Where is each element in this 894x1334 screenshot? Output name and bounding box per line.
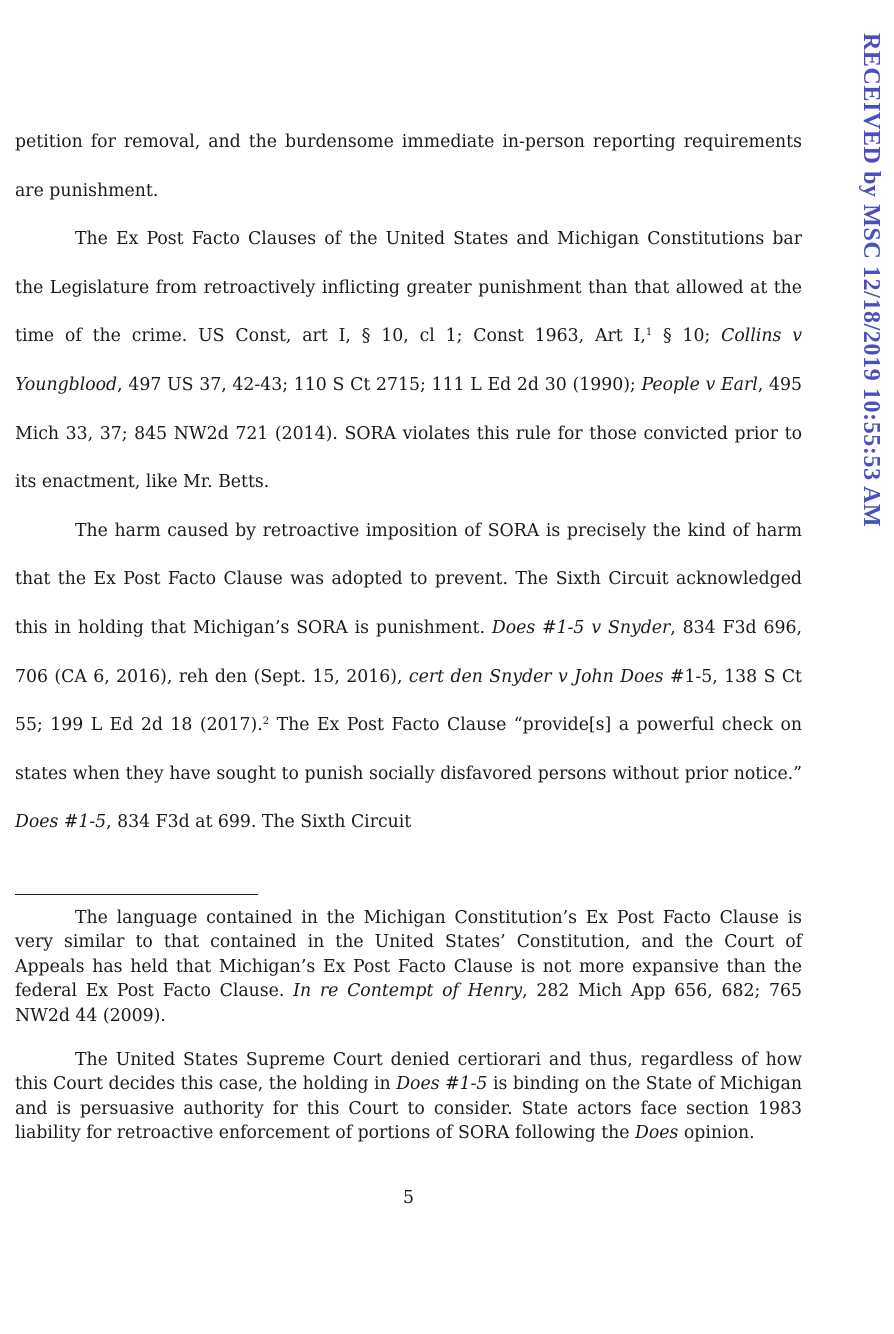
- body-text: [15, 118, 802, 847]
- page-number: 5: [403, 1188, 414, 1208]
- case-citation: Does #1-5: [15, 812, 107, 833]
- text-run: , 282 Mich App 656, 682; 765 NW2d 44 (2009).: [15, 981, 802, 1026]
- footnote-ref-2[interactable]: 2: [262, 716, 270, 728]
- received-stamp: RECEIVED by MSC 12/18/2019 10:55:53 AM: [858, 33, 884, 528]
- footnotes: [15, 906, 802, 1146]
- text-run: The Ex Post Facto Clauses of the United States and Michigan Constitutions bar the Legislature from retroactively inflicting greater punishment than that allowed at the time of the crime. US Const, art I, § 10, cl 1; Const 1963, Art I,: [15, 229, 802, 347]
- paragraph-3: [15, 507, 802, 847]
- text-run: , 495 Mich 33, 37; 845 NW2d 721 (2014). SORA violates this rule for those convicted prior to its enactment, like Mr. Betts.: [15, 374, 802, 493]
- text-run: , 834 F3d at 699. The Sixth Circuit: [106, 812, 412, 833]
- text-run: #1-5, 138 S Ct 55; 199 L Ed 2d 18 (2017).: [15, 666, 802, 736]
- text-run: The United States Supreme Court denied certiorari and thus, regardless of how this Court decides this case, the holding in: [15, 1050, 802, 1095]
- text-run: opinion.: [678, 1123, 755, 1144]
- footnote-divider: [15, 894, 258, 895]
- case-citation: Does #1-5 v Snyder: [491, 617, 671, 638]
- paragraph-1: [15, 118, 802, 215]
- case-citation: cert den Snyder v John Does: [408, 666, 664, 687]
- text-run: petition for removal, and the burdensome immediate in-person reporting requirements are punishment.: [15, 132, 802, 201]
- text-run: § 10;: [652, 326, 722, 347]
- case-citation: People v Earl: [641, 374, 758, 395]
- case-citation: Collins v Youngblood: [15, 326, 802, 395]
- text-run: , 497 US 37, 42-43; 110 S Ct 2715; 111 L Ed 2d 30 (1990);: [117, 374, 642, 395]
- case-citation: In re Contempt of Henry: [293, 981, 523, 1002]
- footnote-2: [15, 1048, 802, 1146]
- case-citation: Does #1-5: [396, 1074, 488, 1095]
- text-run: The language contained in the Michigan Constitution’s Ex Post Facto Clause is very similar to that contained in the United States’ Constitution, and the Court of Appeals has held that Michigan’s Ex Post Facto Clause is not more expansive than the federal Ex Post Facto Clause.: [15, 908, 802, 1002]
- paragraph-2: [15, 215, 802, 507]
- case-citation: Does: [635, 1123, 679, 1144]
- text-run: The Ex Post Facto Clause “provide[s] a powerful check on states when they have sought to punish socially disfavored persons without prior notice.”: [15, 715, 802, 784]
- text-run: The harm caused by retroactive imposition of SORA is precisely the kind of harm that the Ex Post Facto Clause was adopted to prevent. The Sixth Circuit acknowledged this in holding that Michigan’s SORA is punishment.: [15, 520, 802, 638]
- text-run: , 834 F3d 696, 706 (CA 6, 2016), reh den (Sept. 15, 2016),: [15, 617, 802, 687]
- footnote-ref-1[interactable]: 1: [645, 327, 653, 339]
- footnote-1: [15, 906, 802, 1028]
- text-run: is binding on the State of Michigan and is persuasive authority for this Court to consider. State actors face section 1983 liability for retroactive enforcement of portions of SORA following the: [15, 1074, 802, 1144]
